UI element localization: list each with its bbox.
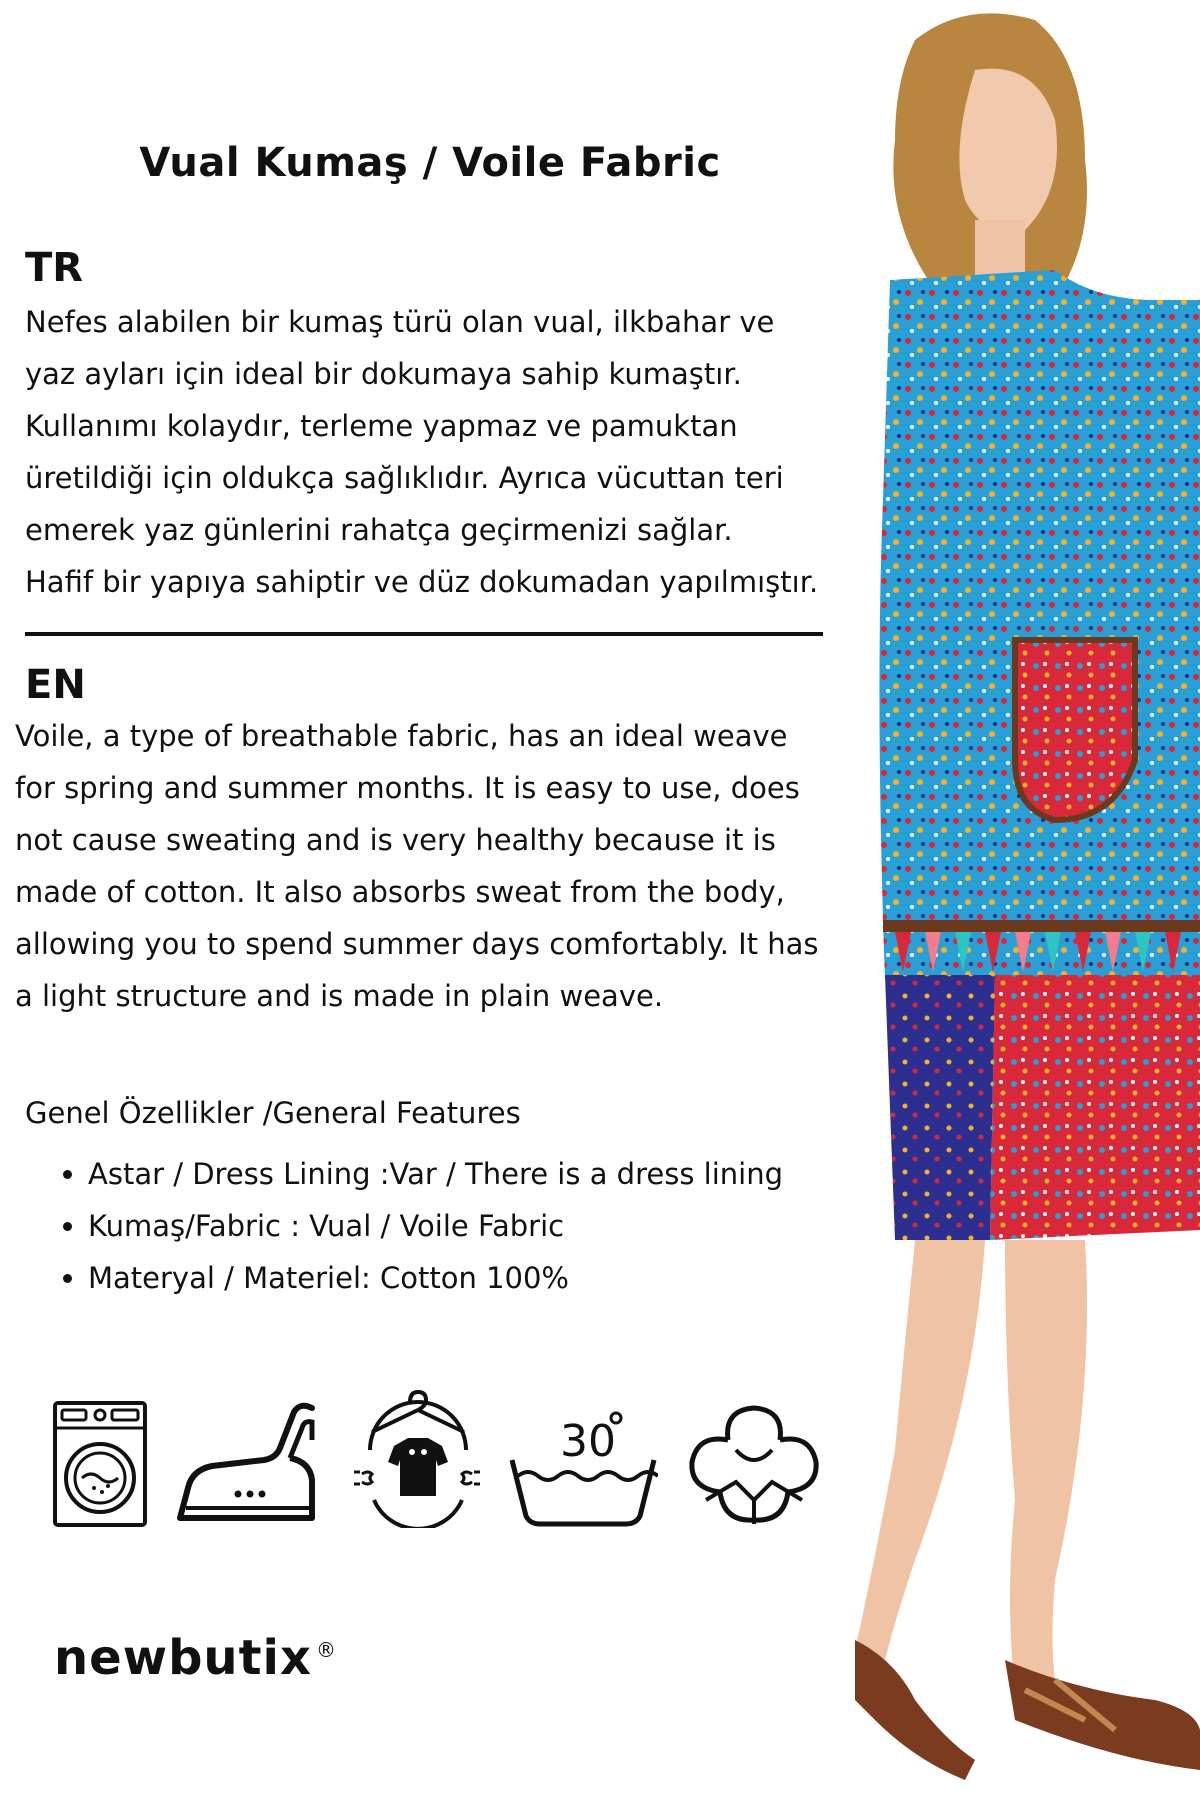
tr-line: Nefes alabilen bir kumaş türü olan vual, ilkbahar ve — [25, 305, 775, 339]
feature-item: • Kumaş/Fabric : Vual / Voile Fabric — [88, 1200, 788, 1252]
tr-line: üretildiği için oldukça sağlıklıdır. Ayrıca vücuttan teri — [25, 461, 784, 495]
tr-line: yaz ayları için ideal bir dokumaya sahip kumaştır. — [25, 357, 742, 391]
tr-line: Kullanımı kolaydır, terleme yapmaz ve pamuktan — [25, 409, 738, 443]
feature-item: • Astar / Dress Lining :Var / There is a dress lining — [88, 1148, 788, 1200]
care-icons — [52, 1400, 832, 1540]
wash-temp-label: 30 — [560, 1416, 616, 1467]
en-heading: EN — [25, 662, 86, 708]
garment-dryer-icon — [352, 1388, 482, 1528]
en-line: not cause sweating and is very healthy because it is — [15, 823, 776, 857]
tr-heading: TR — [25, 245, 84, 291]
brand-name: newbutix — [54, 1630, 312, 1686]
features-heading: Genel Özellikler /General Features — [25, 1096, 521, 1130]
cotton-icon — [684, 1400, 824, 1530]
tr-line: Hafif bir yapıya sahiptir ve düz dokumadan yapılmıştır. — [25, 565, 819, 599]
iron-icon — [172, 1400, 322, 1528]
brand-logo — [54, 1630, 337, 1686]
wash-30-icon — [508, 1400, 658, 1530]
registered-mark: ® — [315, 1638, 337, 1662]
en-line: allowing you to spend summer days comfortably. It has — [15, 927, 819, 961]
features-list — [60, 1148, 788, 1304]
en-line: made of cotton. It also absorbs sweat from the body, — [15, 875, 785, 909]
model-photo — [855, 0, 1200, 1800]
en-description — [15, 710, 819, 1022]
en-line: a light structure and is made in plain weave. — [15, 979, 664, 1013]
tr-line: emerek yaz günlerini rahatça geçirmenizi sağlar. — [25, 513, 733, 547]
en-line: for spring and summer months. It is easy to use, does — [15, 771, 800, 805]
en-line: Voile, a type of breathable fabric, has an ideal weave — [15, 719, 788, 753]
page-title: Vual Kumaş / Voile Fabric — [139, 140, 721, 186]
washing-machine-icon — [52, 1400, 148, 1528]
section-divider — [25, 632, 823, 636]
tr-description — [25, 296, 818, 608]
feature-item: • Materyal / Materiel: Cotton 100% — [88, 1252, 788, 1304]
